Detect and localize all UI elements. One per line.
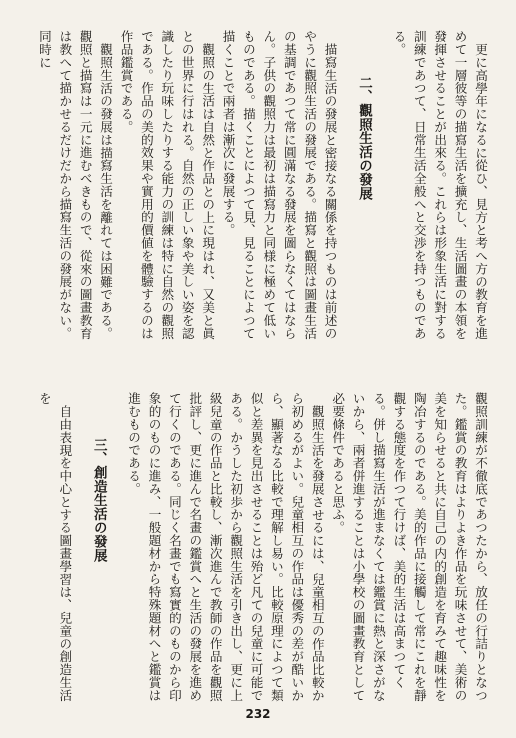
section-heading: 二、觀照生活の發展: [355, 76, 372, 201]
paragraph: 觀照生活を發展させるには、兒童相互の作品比較から初めるがよい。兒童相互の作品は優秀の差が酷いから、顯著なる比較で理解し易い。比較原理によつて類似と差異を見出させることは殆ど凡ての兒童に可能である。かうした初歩から觀照生活を引き出し、更に上級兒童の作品と比較し、漸次進んで教師の作品を觀照批評し、更に進んで名畫の鑑賞へと生活の發展を進めて行くのである。同じく名畫でも寫實的のものから印象的のものに進み、一般題材から特殊題材へと鑑賞は進むものである。: [126, 392, 325, 702]
upper-text-block: [28, 30, 490, 348]
section-heading: 三、創造生活の發展: [90, 438, 107, 563]
paragraph: 描寫生活の發展と密接なる關係を持つものは前述のやうに觀照生活の發展である。描寫と觀照は圖畫生活の基調であつて常に圓滿なる發展を圖らなくてはならん。子供の觀照力は最初は描寫力と同様に極めて低いものである。描くことによつて見、見ることによつて描くことで兩者は漸次に發展する。: [220, 30, 338, 340]
lower-text-block: [28, 392, 490, 702]
paragraph: 觀照生活の發展は描寫生活を離れては困難である。觀照と描寫は一元に進むべきもので、從來の圖畫教育は教へて描かせるだけだから描寫生活の發展がない。同時に: [36, 30, 114, 340]
paragraph: 觀照の生活は自然と作品との上に現はれ、又美と眞との世界に行はれる。自然の正しい象や美しい姿を認識したり玩味したりする能力の訓練は特に自然の觀照である。作品の美的效果や實用的價値を體驗するのは作品鑑賞である。: [118, 30, 216, 340]
paragraph: 觀照訓練が不徹底であつたから、放任の行詰りとなつた。鑑賞の教育はよりよき作品を玩味させて、美術の美を知らせると共に自己の内的創造を育みて趣味性を陶冶するのである。美的作品に接觸して常にこれを靜觀する態度を作つて行けば、美的生活は高まつてくる。併し描寫生活が進まなくては鑑賞に熱と深さがないから、兩者併進することは小學校の圖畫教育として必要條件であると思ふ。: [330, 392, 488, 702]
paragraph: 更に高學年になるに從ひ、見方と考へ方の教育を進めて一層彼等の描寫生活を擴充し、生活圖畫の本領を發揮させることが出來る。これらは形象生活に對する訓練であつて、日常生活全般へと交渉を持つものである。: [391, 30, 488, 340]
page-number: 232: [245, 707, 271, 721]
paragraph: 自由表現を中心とする圖畫學習は、兒童の創造生活を: [36, 392, 73, 702]
